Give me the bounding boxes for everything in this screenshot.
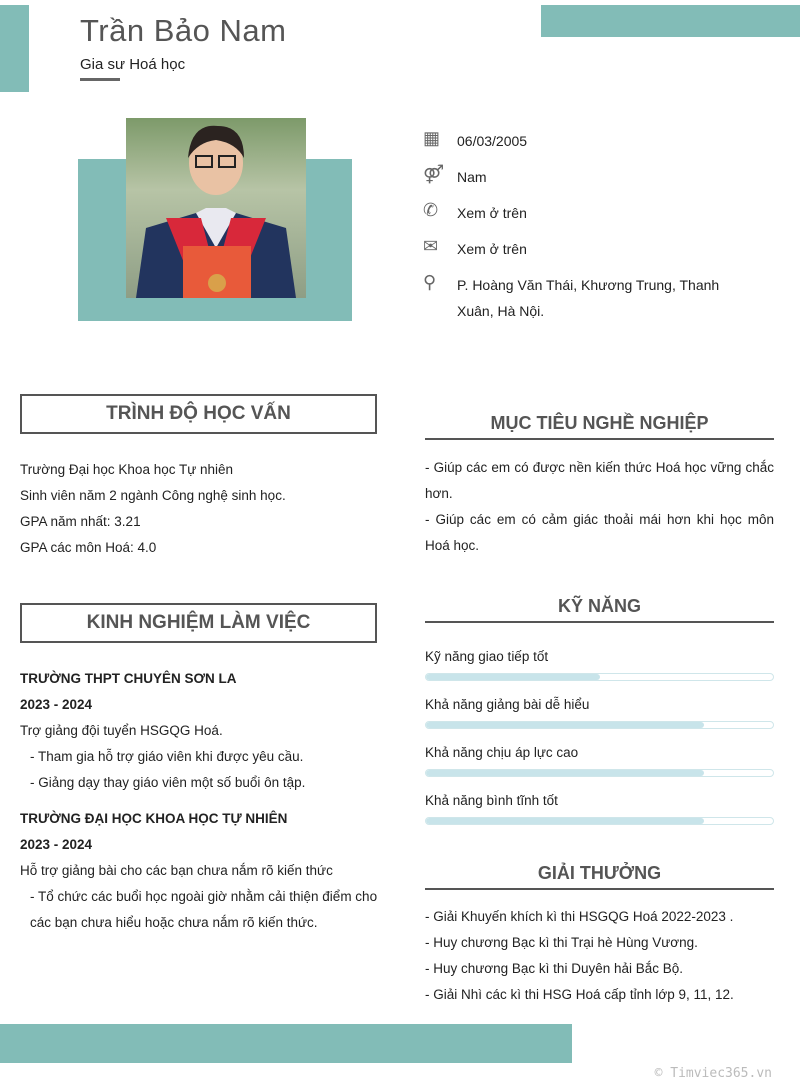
award-line: - Huy chương Bạc kì thi Duyên hải Bắc Bộ. xyxy=(425,961,684,976)
contact-gender: ⚤ Nam xyxy=(423,164,487,185)
award-line: - Giải Khuyến khích kì thi HSGQG Hoá 2022-2023 . xyxy=(425,909,734,924)
skill-item xyxy=(425,743,774,777)
skill-item xyxy=(425,791,774,825)
education-content xyxy=(20,457,377,561)
objective-heading: MỤC TIÊU NGHỀ NGHIỆP xyxy=(425,413,774,440)
awards-content xyxy=(425,904,774,1008)
experience-period: 2023 - 2024 xyxy=(20,697,93,712)
contact-phone: ✆ Xem ở trên xyxy=(423,200,527,221)
objective-line: - Giúp các em có được nền kiến thức Hoá học vững chắc hơn. xyxy=(425,460,774,501)
skill-item xyxy=(425,695,774,729)
award-line: - Giải Nhì các kì thi HSG Hoá cấp tỉnh lớp 9, 11, 12. xyxy=(425,987,734,1002)
experience-detail: - Giảng dạy thay giáo viên một số buổi ôn tập. xyxy=(30,775,306,790)
experience-content xyxy=(20,666,380,936)
skill-label: Khả năng giảng bài dễ hiểu xyxy=(425,697,590,712)
decor-bar-left xyxy=(0,5,29,92)
email-icon: ✉ xyxy=(423,236,439,256)
contact-address: ⚲ P. Hoàng Văn Thái, Khương Trung, Thanh Xuân, Hà Nội. xyxy=(423,272,720,319)
calendar-icon: ▦ xyxy=(423,128,441,148)
contact-email: ✉ Xem ở trên xyxy=(423,236,527,257)
skill-bar xyxy=(425,673,774,681)
decor-bar-right xyxy=(541,5,800,37)
skill-bar-fill xyxy=(426,674,600,680)
skill-bar xyxy=(425,769,774,777)
education-line: Trường Đại học Khoa học Tự nhiên xyxy=(20,462,234,477)
objective-line: - Giúp các em có cảm giác thoải mái hơn khi học môn Hoá học. xyxy=(425,512,774,553)
education-heading: TRÌNH ĐỘ HỌC VẤN xyxy=(20,394,377,434)
skill-label: Kỹ năng giao tiếp tốt xyxy=(425,649,549,664)
skill-bar-fill xyxy=(426,818,704,824)
skill-bar-fill xyxy=(426,770,704,776)
experience-detail: - Tham gia hỗ trợ giáo viên khi được yêu cầu. xyxy=(30,749,304,764)
skill-label: Khả năng bình tĩnh tốt xyxy=(425,793,558,808)
experience-period: 2023 - 2024 xyxy=(20,837,93,852)
experience-role: Hỗ trợ giảng bài cho các bạn chưa nắm rõ kiến thức xyxy=(20,863,333,878)
experience-detail: - Tổ chức các buổi học ngoài giờ nhằm cải thiện điểm cho các bạn chưa hiểu hoặc chưa nắm rõ kiến thức. xyxy=(30,889,378,930)
job-title: Gia sư Hoá học xyxy=(80,56,186,73)
decor-bar-bottom xyxy=(0,1024,572,1063)
awards-heading: GIẢI THƯỞNG xyxy=(425,863,774,890)
contact-dob: ▦ 06/03/2005 xyxy=(423,128,528,149)
experience-heading: KINH NGHIỆM LÀM VIỆC xyxy=(20,603,377,643)
skill-item xyxy=(425,647,774,681)
experience-org: TRƯỜNG ĐẠI HỌC KHOA HỌC TỰ NHIÊN xyxy=(20,811,288,826)
profile-photo xyxy=(126,118,306,298)
skill-bar xyxy=(425,721,774,729)
award-line: - Huy chương Bạc kì thi Trại hè Hùng Vương. xyxy=(425,935,698,950)
objective-content xyxy=(425,455,774,559)
watermark: © Timviec365.vn xyxy=(654,1066,772,1081)
experience-org: TRƯỜNG THPT CHUYÊN SƠN LA xyxy=(20,671,237,686)
skill-bar-fill xyxy=(426,722,704,728)
skills-heading: KỸ NĂNG xyxy=(425,596,774,623)
skill-label: Khả năng chịu áp lực cao xyxy=(425,745,579,760)
location-icon: ⚲ xyxy=(423,272,437,292)
title-underline xyxy=(80,78,120,81)
education-line: GPA năm nhất: 3.21 xyxy=(20,514,141,529)
education-line: GPA các môn Hoá: 4.0 xyxy=(20,540,157,555)
gender-icon: ⚤ xyxy=(423,164,445,184)
candidate-name: Trần Bảo Nam xyxy=(80,13,287,48)
education-line: Sinh viên năm 2 ngành Công nghệ sinh học. xyxy=(20,488,286,503)
phone-icon: ✆ xyxy=(423,200,439,220)
experience-role: Trợ giảng đội tuyển HSGQG Hoá. xyxy=(20,723,223,738)
skill-bar xyxy=(425,817,774,825)
